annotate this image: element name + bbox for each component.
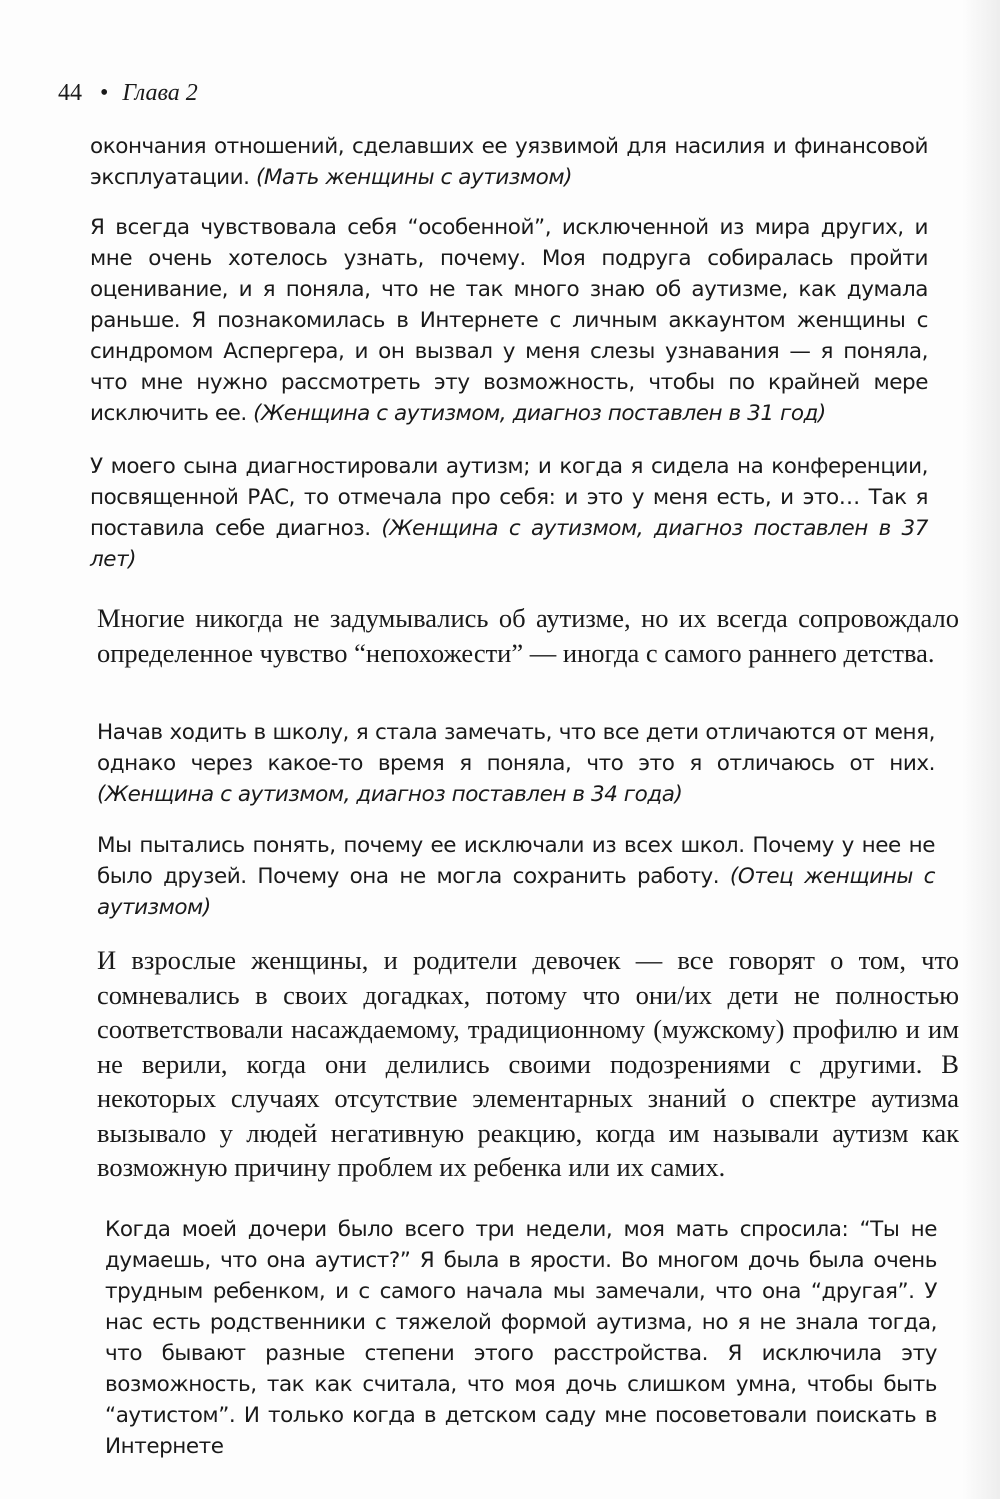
quote-attribution: (Женщина с аутизмом, диагноз поставлен в 34 года) — [97, 782, 683, 807]
quote-text: Начав ходить в школу, я стала замечать, что все дети отличаются от меня, однако через какое-то время я поняла, что это я отличаюсь от них. — [97, 720, 935, 776]
quote-text: Когда моей дочери было всего три недели, моя мать спросила: “Ты не думаешь, что она аутист?” Я была в ярости. Во многом дочь была очень трудным ребенком, и с самого начала мы замечали, что она “другая”. У нас есть родственники с тяжелой формой аутизма, но я не знала тогда, что бывают разные степени этого расстройства. Я исключила эту возможность, так как считала, что моя дочь слишком умна, чтобы быть “аутистом”. И только когда в детском саду мне посоветовали поискать в Интернете — [105, 1217, 937, 1459]
running-header — [58, 78, 198, 108]
quote-text: Мы пытались понять, почему ее исключали из всех школ. Почему у нее не было друзей. Почему она не могла сохранить работу. — [97, 833, 935, 889]
chapter-title: Глава 2 — [122, 80, 198, 106]
quote-text: У моего сына диагностировали аутизм; и когда я сидела на конференции, посвященной РАС, то отмечала про себя: и это у меня есть, и это… Так я поставила себе диагноз. — [90, 454, 928, 541]
quote-paragraph — [105, 1214, 937, 1462]
page-number: 44 — [58, 80, 82, 106]
quote-attribution: (Женщина с аутизмом, диагноз поставлен в 31 год) — [253, 401, 826, 426]
quote-attribution: (Отец женщины с аутизмом) — [97, 864, 935, 920]
quote-text: Я всегда чувствовала себя “особенной”, исключенной из мира других, и мне очень хотелось узнать, почему. Моя подруга собиралась пройти оценивание, и я поняла, что не так много знаю об аутизме, как думала раньше. Я познакомилась в Интернете с личным аккаунтом женщины с синдромом Аспергера, и он вызвал у меня слезы узнавания — я поняла, что мне нужно рассмотреть эту возможность, чтобы по крайней мере исключить ее. — [90, 215, 928, 426]
quote-attribution: (Женщина с аутизмом, диагноз поставлен в 37 лет) — [90, 516, 928, 572]
body-paragraph: Многие никогда не задумывались об аутизме, но их всегда сопровождало определенное чувство “непохожести” — иногда с самого раннего детства. — [97, 603, 959, 668]
quote-paragraph — [90, 451, 928, 575]
quote-paragraph — [90, 212, 928, 429]
quote-paragraph — [97, 717, 935, 810]
quote-paragraph — [90, 131, 928, 193]
page-edge-shadow — [962, 0, 1000, 1499]
header-bullet: • — [100, 80, 109, 106]
body-paragraph: И взрослые женщины, и родители девочек — все говорят о том, что сомневались в своих догадках, потому что они/их дети не полностью соответствовали насаждаемому, традиционному (мужскому) профилю и им не верили, когда они делились своими подозрениями с другими. В некоторых случаях отсутствие элементарных знаний о спектре аутизма вызывало у людей негативную реакцию, когда им называли аутизм как возможную причину проблем их ребенка или их самих. — [97, 945, 959, 1182]
quote-text: окончания отношений, сделавших ее уязвимой для насилия и финансовой эксплуатации. — [90, 134, 928, 190]
quote-attribution: (Мать женщины с аутизмом) — [255, 165, 573, 190]
quote-paragraph — [97, 830, 935, 923]
